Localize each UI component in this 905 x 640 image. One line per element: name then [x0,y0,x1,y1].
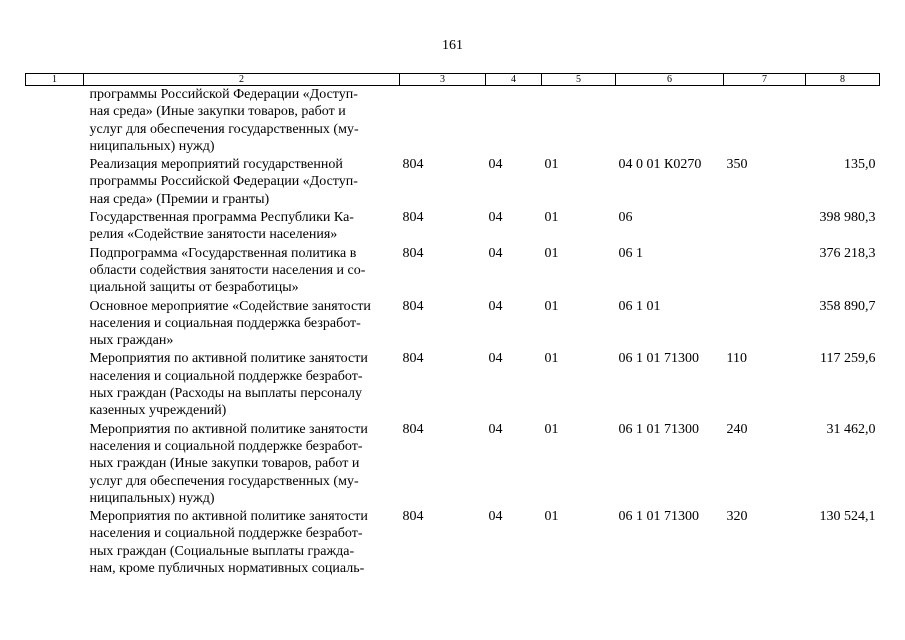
amount-cell: 358 890,7 [819,298,876,314]
expense-name-line: ных граждан (Социальные выплаты гражда- [89,543,355,559]
table-row [26,86,880,157]
target-article-cell: 06 1 [618,245,643,261]
table-row [26,245,880,298]
expense-name-line: Основное мероприятие «Содействие занятости [89,298,371,314]
expense-name-line: ных граждан (Иные закупки товаров, работ и [89,456,360,472]
ministry-code-cell: 804 [402,298,424,314]
expense-name-line: Мероприятия по активной политике занятости [89,509,368,525]
expense-type-cell: 240 [726,421,748,437]
ministry-code-cell: 804 [402,421,424,437]
expense-name-line: казенных учреждений) [89,403,227,419]
expense-name-cell [84,245,400,298]
subsection-code-cell: 01 [544,245,559,261]
expense-name-line: циальной защиты от безработицы» [89,280,299,296]
target-article-cell: 06 1 01 [618,298,661,314]
expense-name-line: населения и социальная поддержка безработ- [89,315,361,331]
expense-name-line: ная среда» (Премии и гранты) [89,191,270,207]
section-code-cell: 04 [488,298,503,314]
ministry-code-cell: 804 [402,509,424,525]
expense-type-cell: 110 [726,351,747,367]
expense-name-line: релия «Содействие занятости населения» [89,227,338,243]
section-code-cell [486,86,542,157]
ministry-code-cell: 804 [402,157,424,173]
expense-name-line: услуг для обеспечения государственных (му- [89,121,359,137]
expense-type-cell [724,298,806,351]
amount-cell: 376 218,3 [819,245,876,261]
row-number-cell [26,350,84,420]
expense-name-cell [84,156,400,209]
table-row [26,209,880,245]
row-number-cell [26,156,84,209]
subsection-code-cell: 01 [544,157,559,173]
expense-name-cell [84,86,400,157]
amount-cell: 130 524,1 [819,509,876,525]
row-number-cell [26,298,84,351]
column-number: 7 [724,74,806,86]
subsection-code-cell: 01 [544,421,559,437]
expense-name-line: населения и социальной поддержке безработ- [89,438,363,454]
amount-cell [806,86,880,157]
target-article-cell: 06 1 01 71300 [618,421,699,437]
expense-type-cell [724,209,806,245]
expense-name-line: нам, кроме публичных нормативных социаль- [89,561,365,577]
amount-cell: 135,0 [844,157,876,173]
budget-table [25,73,880,578]
expense-name-line: населения и социальной поддержке безработ- [89,368,363,384]
target-article-cell: 04 0 01 К0270 [618,157,702,173]
section-code-cell: 04 [488,351,503,367]
column-number: 8 [806,74,880,86]
section-code-cell: 04 [488,509,503,525]
expense-name-line: Государственная программа Республики Ка- [89,210,354,226]
expense-type-cell: 350 [726,157,748,173]
subsection-code-cell: 01 [544,210,559,226]
section-code-cell: 04 [488,421,503,437]
table-row [26,508,880,578]
table-row [26,421,880,508]
expense-name-cell [84,350,400,420]
page-number: 161 [442,38,463,53]
expense-name-cell [84,298,400,351]
expense-name-line: программы Российской Федерации «Доступ- [89,174,358,190]
column-number: 4 [486,74,542,86]
expense-name-line: Мероприятия по активной политике занятости [89,351,368,367]
ministry-code-cell: 804 [402,245,424,261]
expense-name-line: услуг для обеспечения государственных (му- [89,473,359,489]
target-article-cell: 06 1 01 71300 [618,351,699,367]
expense-name-line: Реализация мероприятий государственной [89,157,343,173]
expense-name-line: населения и социальной поддержке безработ- [89,526,363,542]
column-number-row [26,74,880,86]
subsection-code-cell: 01 [544,351,559,367]
row-number-cell [26,245,84,298]
subsection-code-cell: 01 [544,298,559,314]
amount-cell: 398 980,3 [819,210,876,226]
expense-name-line: Мероприятия по активной политике занятости [89,421,368,437]
row-number-cell [26,209,84,245]
subsection-code-cell: 01 [544,509,559,525]
column-number: 6 [616,74,724,86]
ministry-code-cell [400,86,486,157]
subsection-code-cell [542,86,616,157]
amount-cell: 31 462,0 [826,421,876,437]
expense-name-cell [84,421,400,508]
expense-name-line: программы Российской Федерации «Доступ- [89,87,358,102]
target-article-cell [616,86,724,157]
expense-type-cell [724,86,806,157]
expense-type-cell: 320 [726,509,748,525]
column-number: 3 [400,74,486,86]
expense-name-line: ниципальных) нужд) [89,138,215,154]
target-article-cell: 06 1 01 71300 [618,509,699,525]
table-row [26,350,880,420]
expense-name-cell [84,209,400,245]
section-code-cell: 04 [488,210,503,226]
column-number: 2 [84,74,400,86]
expense-type-cell [724,245,806,298]
section-code-cell: 04 [488,245,503,261]
table-body [26,86,880,579]
ministry-code-cell: 804 [402,351,424,367]
expense-name-cell [84,508,400,578]
expense-name-line: ных граждан» [89,333,174,349]
table-row [26,156,880,209]
expense-name-line: ных граждан (Расходы на выплаты персоналу [89,386,362,402]
row-number-cell [26,421,84,508]
expense-name-line: ная среда» (Иные закупки товаров, работ и [89,104,346,120]
expense-name-line: области содействия занятости населения и со- [89,262,366,278]
ministry-code-cell: 804 [402,210,424,226]
section-code-cell: 04 [488,157,503,173]
amount-cell: 117 259,6 [820,351,876,367]
row-number-cell [26,86,84,157]
table-row [26,298,880,351]
expense-name-line: Подпрограмма «Государственная политика в [89,245,357,261]
row-number-cell [26,508,84,578]
target-article-cell: 06 [618,210,633,226]
expense-name-line: ниципальных) нужд) [89,490,215,506]
column-number: 1 [26,74,84,86]
column-number: 5 [542,74,616,86]
